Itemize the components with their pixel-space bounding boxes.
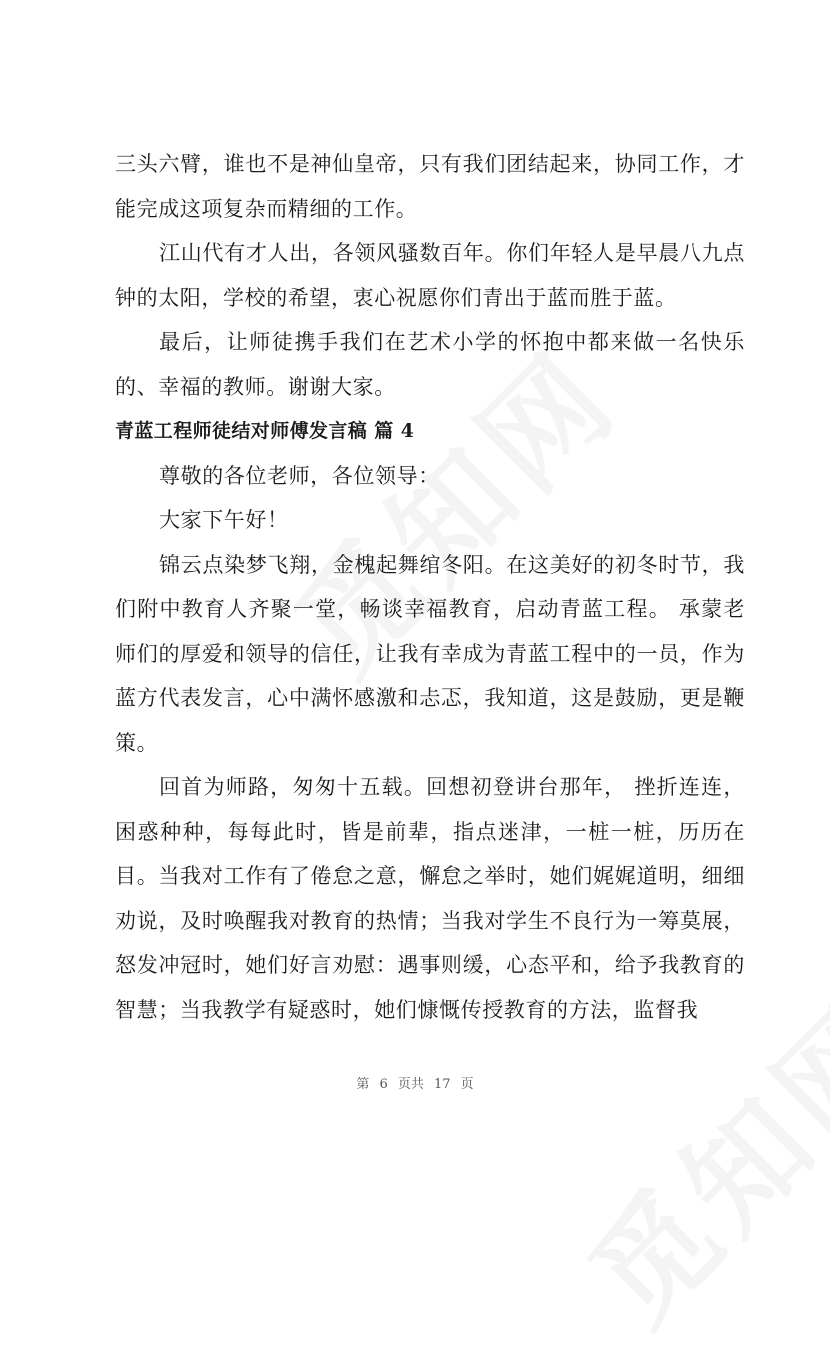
document-body bbox=[115, 142, 745, 1032]
salutation: 尊敬的各位老师，各位领导： bbox=[159, 463, 440, 488]
page-number-footer: 第 6 页共 17 页 bbox=[356, 1077, 474, 1092]
paragraph-3: 最后，让师徒携手我们在艺术小学的怀抱中都来做一名快乐的、幸福的教师。谢谢大家。 bbox=[115, 330, 745, 399]
greeting: 大家下午好！ bbox=[159, 508, 289, 532]
paragraph-1: 三头六臂，谁也不是神仙皇帝，只有我们团结起来，协同工作，才能完成这项复杂而精细的工作。 bbox=[115, 152, 745, 221]
paragraph-opening: 锦云点染梦飞翔，金槐起舞绾冬阳。在这美好的初冬时节，我们附中教育人齐聚一堂，畅谈幸福教育，启动青蓝工程。 承蒙老师们的厚爱和领导的信任，让我有幸成为青蓝工程中的一员，作为蓝方代表发言，心中满怀感激和忐忑，我知道，这是鼓励，更是鞭策。 bbox=[115, 552, 745, 755]
section-heading: 青蓝工程师徒结对师傅发言稿 篇 4 bbox=[115, 420, 415, 442]
paragraph-2: 江山代有才人出，各领风骚数百年。你们年轻人是早晨八九点钟的太阳，学校的希望，衷心祝愿你们青出于蓝而胜于蓝。 bbox=[115, 241, 745, 310]
paragraph-reflection: 回首为师路，匆匆十五载。回想初登讲台那年， 挫折连连，困惑种种，每每此时，皆是前辈，指点迷津，一桩一桩，历历在目。当我对工作有了倦怠之意，懈怠之举时，她们娓娓道明，细细劝说，及时唤醒我对教育的热情；当我对学生不良行为一筹莫展，怒发冲冠时，她们好言劝慰：遇事则缓，心态平和，给予我教育的智慧；当我教学有疑惑时，她们慷慨传授教育的方法，监督我 bbox=[115, 775, 745, 1022]
